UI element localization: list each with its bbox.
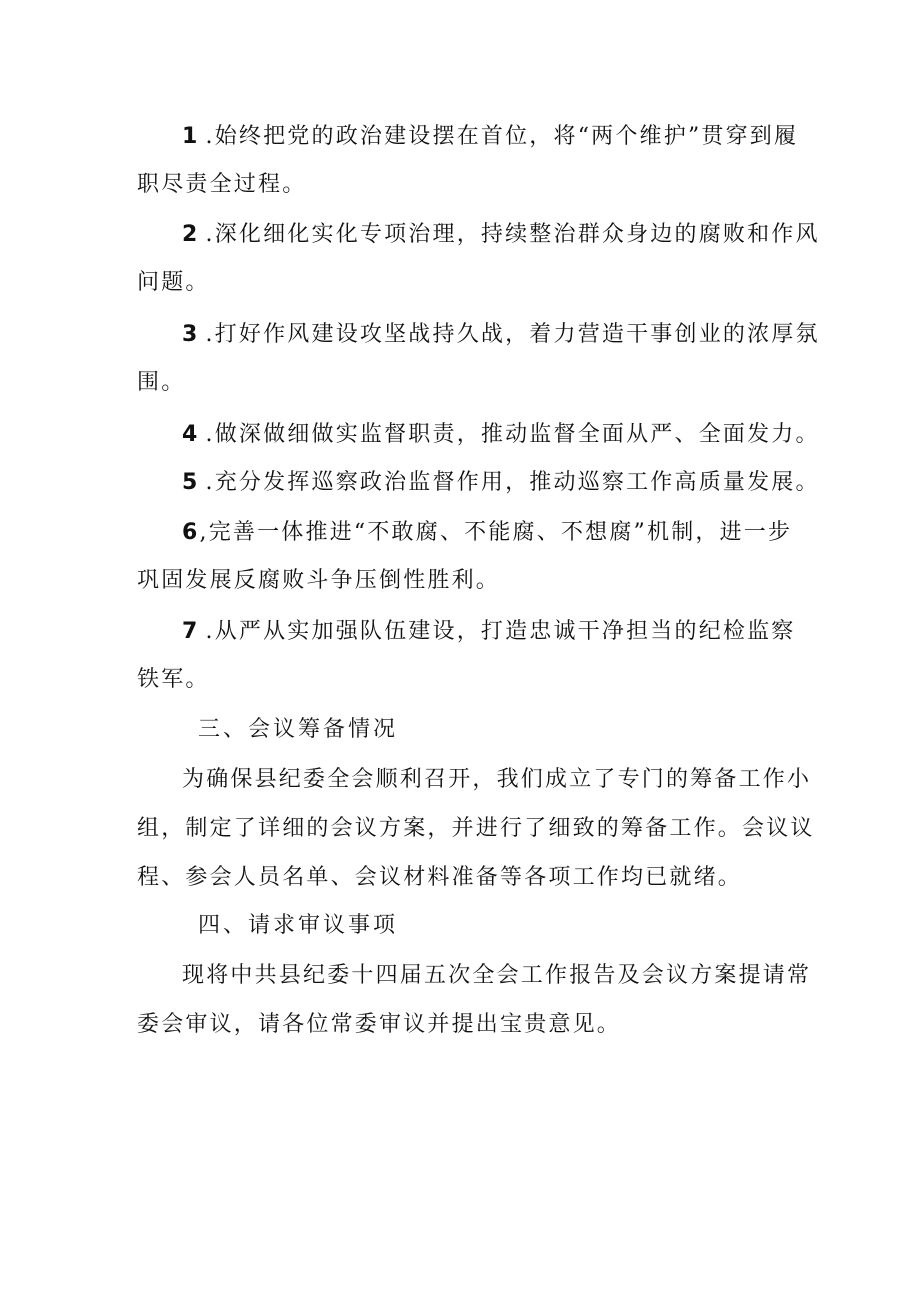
section-heading-4: 四、请求审议事项 [198,913,399,938]
item-1-line-2: 职尽责全过程。 [137,172,307,197]
item-4-line-1 [182,420,820,450]
item-2-line-2: 问题。 [137,270,210,295]
item-7-line-2: 铁军。 [137,667,210,692]
item-number: 2 [182,222,200,247]
item-text: .始终把党的政治建设摆在首位，将“两个维护”贯穿到履 [205,124,799,149]
item-text: .深化细化实化专项治理，持续整治群众身边的腐败和作风 [205,222,820,247]
section-4-line-2: 委会审议，请各位常委审议并提出宝贵意见。 [137,1012,622,1037]
item-text: .做深做细做实监督职责，推动监督全面从严、全面发力。 [205,422,820,447]
item-3-line-2: 围。 [137,370,186,395]
item-text: ,完善一体推进“不敢腐、不能腐、不想腐”机制，进一步 [199,520,793,545]
section-3-line-2: 组，制定了详细的会议方案，并进行了细致的筹备工作。会议议 [137,816,815,841]
item-number: 7 [182,619,200,644]
item-number: 5 [182,470,200,495]
item-3-line-1 [182,320,820,350]
section-heading-3: 三、会议筹备情况 [198,717,399,742]
item-text: .从严从实加强队伍建设，打造忠诚干净担当的纪检监察 [205,619,796,644]
item-7-line-1 [182,617,796,647]
item-number: 6 [182,520,200,545]
item-number: 4 [182,422,200,447]
item-number: 1 [182,124,200,149]
item-1-line-1 [182,122,798,152]
section-3-line-3: 程、参会人员名单、会议材料准备等各项工作均已就绪。 [137,865,743,890]
item-6-line-1 [182,518,792,548]
item-6-line-2: 巩固发展反腐败斗争压倒性胜利。 [137,568,501,593]
item-2-line-1 [182,220,820,250]
item-number: 3 [182,322,200,347]
section-4-line-1: 现将中共县纪委十四届五次全会工作报告及会议方案提请常 [182,963,812,988]
section-3-line-1: 为确保县纪委全会顺利召开，我们成立了专门的筹备工作小 [182,767,812,792]
item-5-line-1 [182,468,820,498]
item-text: .充分发挥巡察政治监督作用，推动巡察工作高质量发展。 [205,470,820,495]
item-text: .打好作风建设攻坚战持久战，着力营造干事创业的浓厚氛 [205,322,820,347]
